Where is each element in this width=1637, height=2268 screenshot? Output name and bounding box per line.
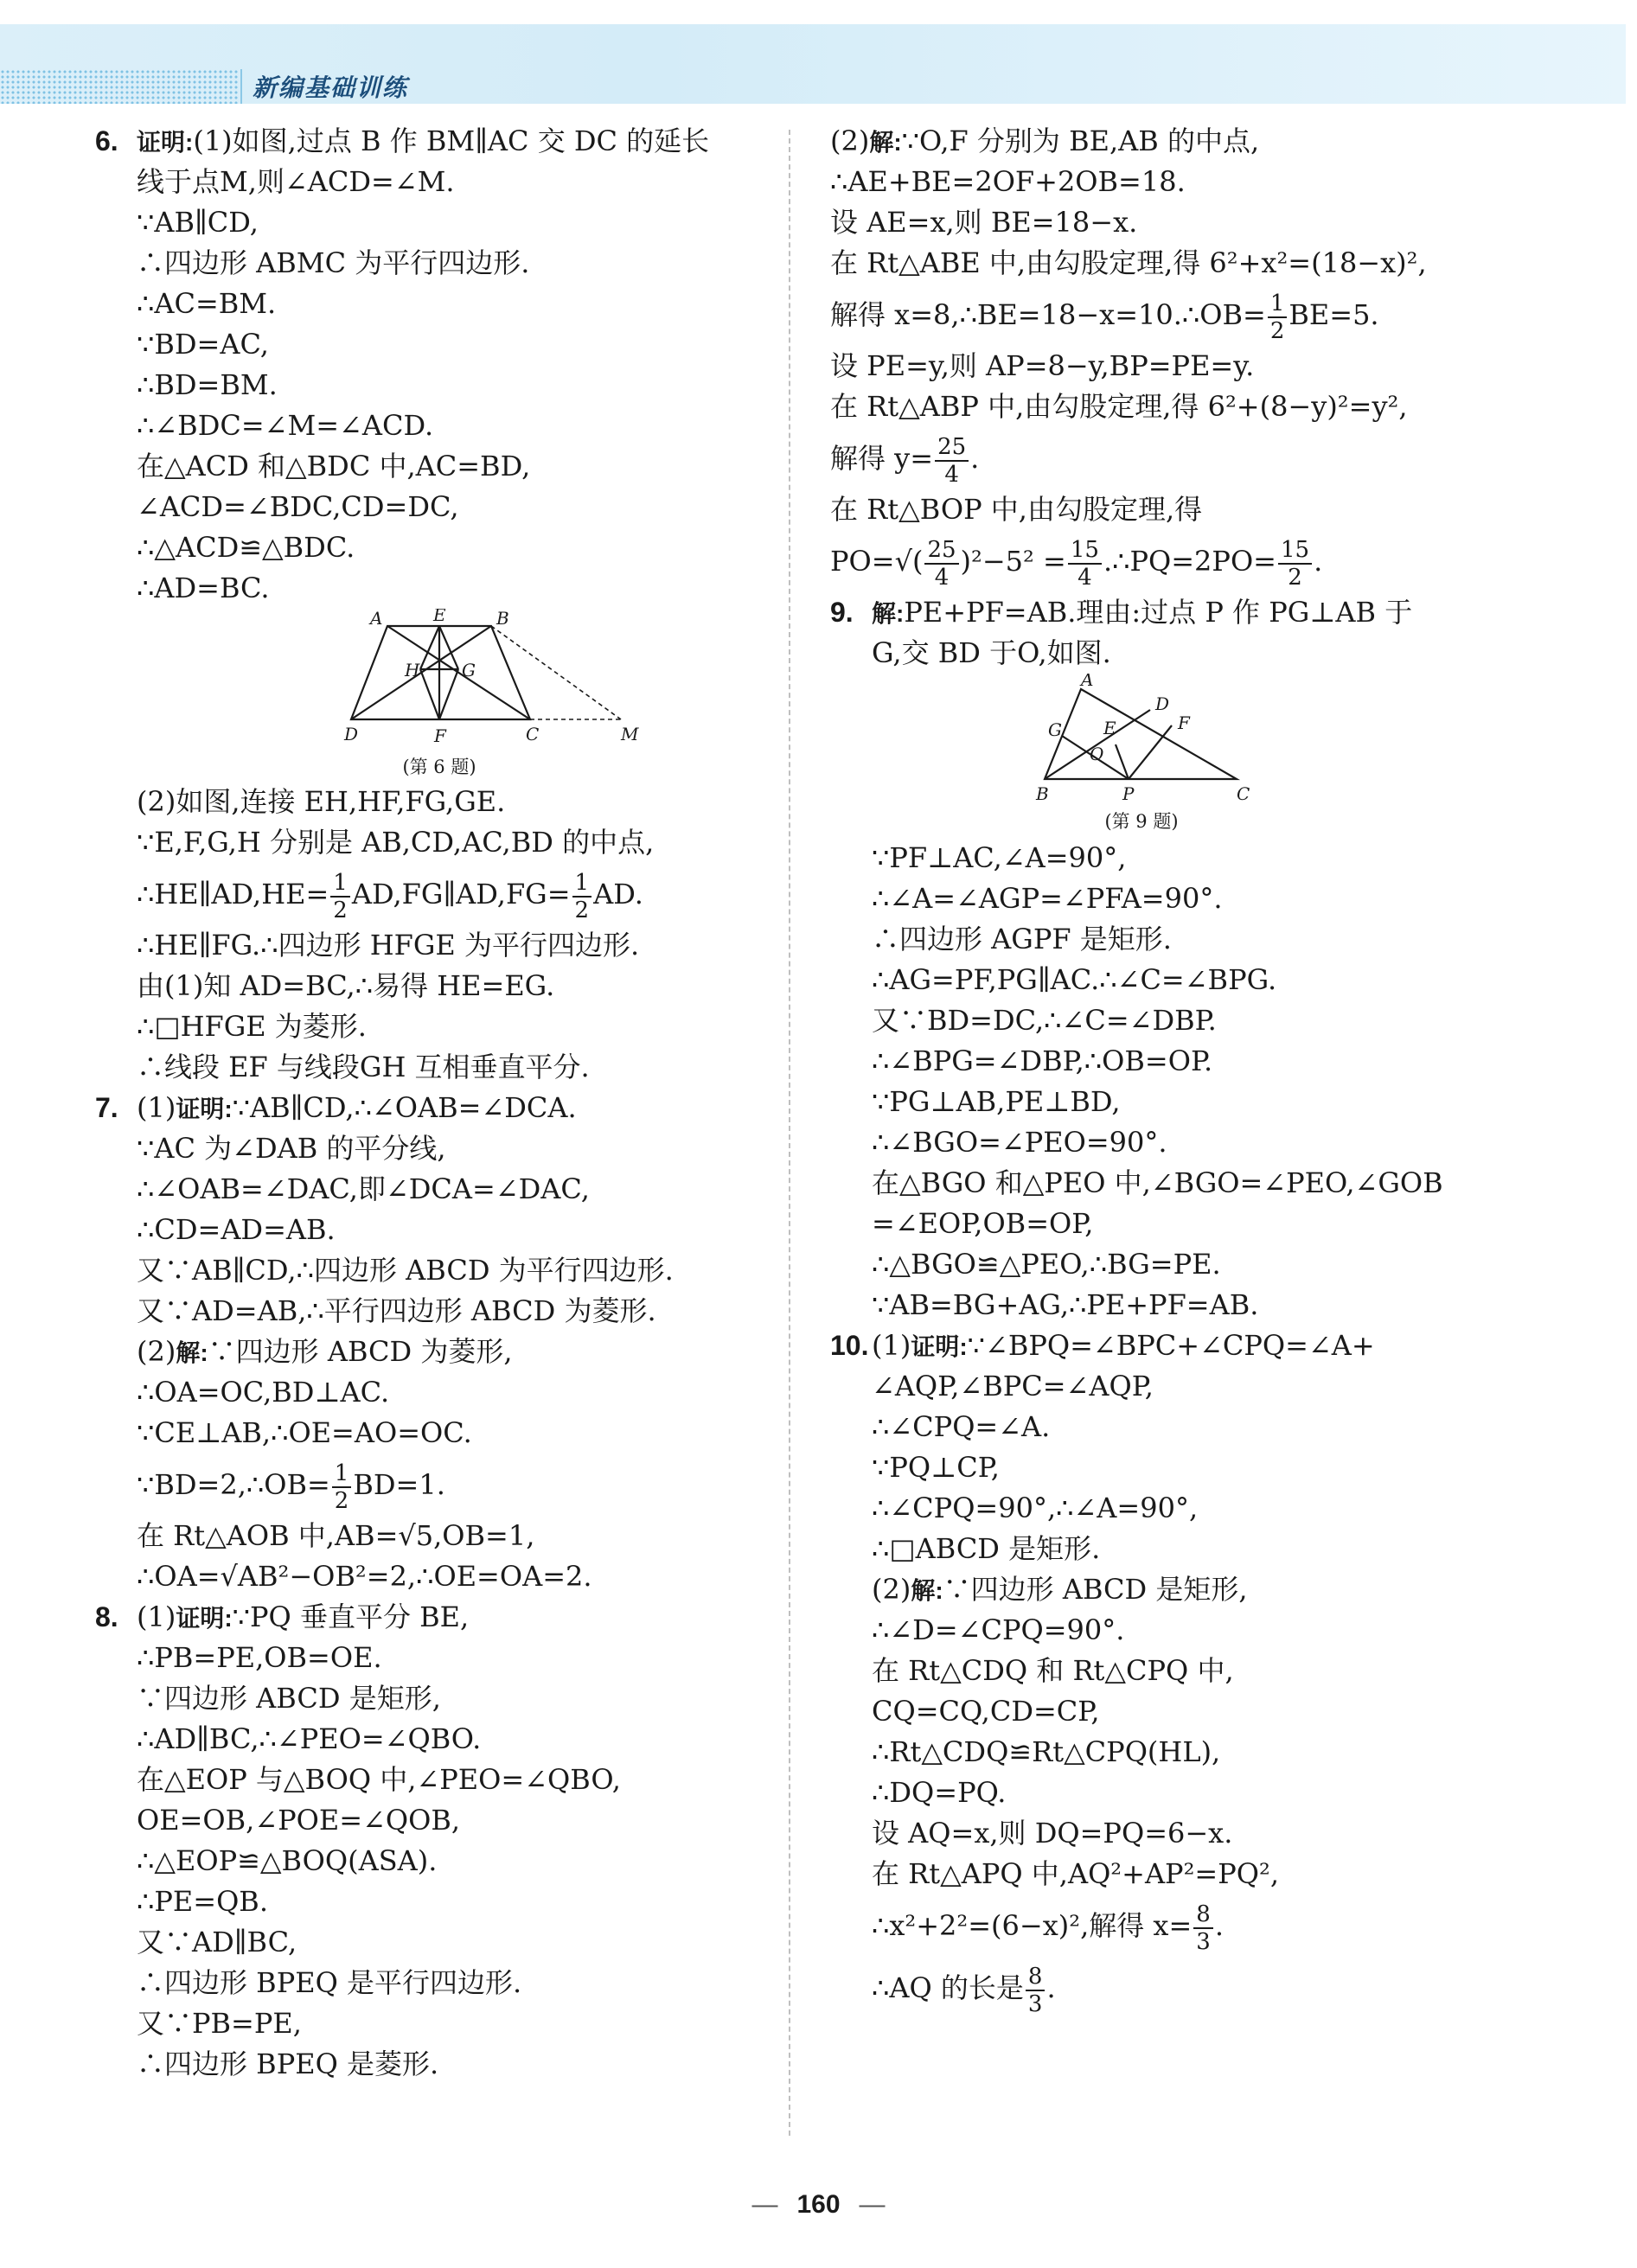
fraction: $\frac{15}{4}$ (1068, 537, 1102, 591)
figure-q6-caption: (第 6 题) (402, 757, 476, 777)
fraction: $\frac{15}{2}$ (1278, 537, 1312, 591)
fraction: $\frac{1}{2}$ (332, 1460, 352, 1514)
figure-q9-diagram (830, 674, 1470, 838)
header-separator (240, 69, 242, 104)
fig6-label: A (370, 609, 383, 629)
fig6-label: G (462, 660, 476, 680)
question-7: 7. (1)证明:∵AB∥CD,∴∠OAB=∠DCA. ∵AC 为∠DAB 的平分线, ∴∠OAB=∠DAC,即∠DCA=∠DAC, ∴CD=AD=AB. 又∵AB∥CD,∴四边形 ABCD 为平行四边形. 又∵AD=AB,∴平行四边形 ABCD 为菱形. (2)解:∵四边形 ABCD 为菱形, ∴OA=OC,BD⊥AC. ∵CE⊥AB,∴OE=AO=OC. ∵BD=2,∴OB= $\frac{1}{2}$ BD=1. 在 Rt△AOB 中,AB=√5,OB=1, ∴OA=√AB²−OB²=2,∴OE=OA=2. (95, 1088, 778, 1597)
fig6-label: C (526, 724, 540, 744)
fraction: $\frac{1}{2}$ (330, 870, 350, 923)
figure-q9 (830, 674, 1479, 838)
header-title: 新编基础训练 (253, 73, 409, 102)
fig9-label: O (1090, 744, 1104, 764)
header-dot-pattern (0, 69, 238, 104)
right-column (830, 121, 1479, 2019)
question-number: 6. (95, 125, 118, 157)
question-6: 6. 证明:(1)如图,过点 B 作 BM∥AC 交 DC 的延长 线于点M,则∠ACD=∠M. ∵AB∥CD, ∴四边形 ABMC 为平行四边形. ∴AC=BM. ∵BD=AC, ∴BD=BM. ∴∠BDC=∠M=∠ACD. 在△ACD 和△BDC 中,AC=BD, ∠ACD=∠BDC,CD=DC, ∴△ACD≌△BDC. ∴AD=BC. A E B H G D F C M (第 6 题) (2)如图,连接 EH,HF,FG,GE. ∵E,F,G,H 分别是 AB,CD,AC,BD 的中点, ∴HE∥AD,HE= $\frac{1}{2}$ AD,FG∥AD,FG= $\frac{1}{2}$ AD. ∴HE∥FG.∴四边形 HFGE 为平行四边形. 由(1)知 AD=BC,∴易得 HE=EG. ∴□HFGE 为菱形. ∴线段 EF 与线段GH 互相垂直平分. (95, 121, 778, 1088)
figure-q6-diagram (137, 609, 742, 782)
fig9-label: B (1036, 783, 1049, 804)
fig6-label: E (433, 609, 446, 625)
question-10: 10. (1)证明:∵∠BPQ=∠BPC+∠CPQ=∠A+ ∠AQP,∠BPC=∠AQP, ∴∠CPQ=∠A. ∵PQ⊥CP, ∴∠CPQ=90°,∴∠A=90°, ∴□ABCD 是矩形. (2)解:∵四边形 ABCD 是矩形, ∴∠D=∠CPQ=90°. 在 Rt△CDQ 和 Rt△CPQ 中, CQ=CQ,CD=CP, ∴Rt△CDQ≌Rt△CPQ(HL), ∴DQ=PQ. 设 AQ=x,则 DQ=PQ=6−x. 在 Rt△APQ 中,AQ²+AP²=PQ², ∴x²+2²=(6−x)²,解得 x= $\frac{8}{3}$ . ∴AQ 的长是 $\frac{8}{3}$ . (830, 1326, 1479, 2019)
question-8-part-2: (2)解:∵O,F 分别为 BE,AB 的中点, ∴AE+BE=2OF+2OB=18. 设 AE=x,则 BE=18−x. 在 Rt△ABE 中,由勾股定理,得 6²+x²=(18−x)², 解得 x=8,∴BE=18−x=10.∴OB= $\frac{1}{2}$ BE=5. 设 PE=y,则 AP=8−y,BP=PE=y. 在 Rt△ABP 中,由勾股定理,得 6²+(8−y)²=y², 解得 y= $\frac{25}{4}$ . 在 Rt△BOP 中,由勾股定理,得 PO=√( $\frac{25}{4}$ )²−5² = $\frac{15}{4}$ .∴PQ=2PO= $\frac{15}{2}$ . (830, 125, 1427, 591)
fig6-label: M (621, 724, 639, 744)
fig9-label: P (1122, 783, 1135, 804)
question-number: 8. (95, 1601, 118, 1632)
fig6-label: B (496, 609, 509, 629)
question-9: 9. 解:PE+PF=AB.理由:过点 P 作 PG⊥AB 于 G,交 BD 于O,如图. A D G E F O B P C (第 9 题) ∵PF⊥AC,∠A=90°, ∴∠A=∠AGP=∠PFA=90°. ∴四边形 AGPF 是矩形. ∴AG=PF,PG∥AC.∴∠C=∠BPG. 又∵BD=DC,∴∠C=∠DBP. ∴∠BPG=∠DBP,∴OB=OP. ∵PG⊥AB,PE⊥BD, ∴∠BGO=∠PEO=90°. 在△BGO 和△PEO 中,∠BGO=∠PEO,∠GOB =∠EOP,OB=OP, ∴△BGO≌△PEO,∴BG=PE. ∵AB=BG+AG,∴PE+PF=AB. (830, 592, 1479, 1326)
fig6-label: D (344, 724, 359, 744)
fig9-label: D (1155, 693, 1170, 714)
question-number: 9. (830, 597, 854, 628)
column-divider (789, 130, 790, 2136)
fig9-label: A (1081, 674, 1094, 690)
fig9-label: E (1103, 718, 1116, 738)
fraction: $\frac{8}{3}$ (1193, 1901, 1213, 1955)
fraction: $\frac{25}{4}$ (924, 537, 958, 591)
fig6-label: F (434, 725, 446, 746)
question-number: 7. (95, 1092, 118, 1123)
fig6-label: H (405, 660, 420, 680)
fraction: $\frac{8}{3}$ (1026, 1964, 1046, 2017)
fig9-label: G (1048, 719, 1062, 740)
fig9-label: F (1178, 712, 1190, 733)
figure-q6 (137, 609, 778, 782)
fraction: $\frac{1}{2}$ (572, 870, 592, 923)
question-number: 10. (830, 1330, 869, 1361)
fraction: $\frac{1}{2}$ (1268, 291, 1288, 344)
fig9-label: C (1237, 783, 1250, 804)
fraction: $\frac{25}{4}$ (935, 434, 969, 488)
question-8: 8. (1)证明:∵PQ 垂直平分 BE, ∴PB=PE,OB=OE. ∵四边形 ABCD 是矩形, ∴AD∥BC,∴∠PEO=∠QBO. 在△EOP 与△BOQ 中,∠PEO=∠QBO, OE=OB,∠POE=∠QOB, ∴△EOP≌△BOQ(ASA). ∴PE=QB. 又∵AD∥BC, ∴四边形 BPEQ 是平行四边形. 又∵PB=PE, ∴四边形 BPEQ 是菱形. (95, 1597, 778, 2085)
page-number: — 160 — (0, 2190, 1637, 2220)
header-band (0, 24, 1626, 104)
left-column (95, 121, 778, 2085)
figure-q9-caption: (第 9 题) (1104, 811, 1179, 832)
